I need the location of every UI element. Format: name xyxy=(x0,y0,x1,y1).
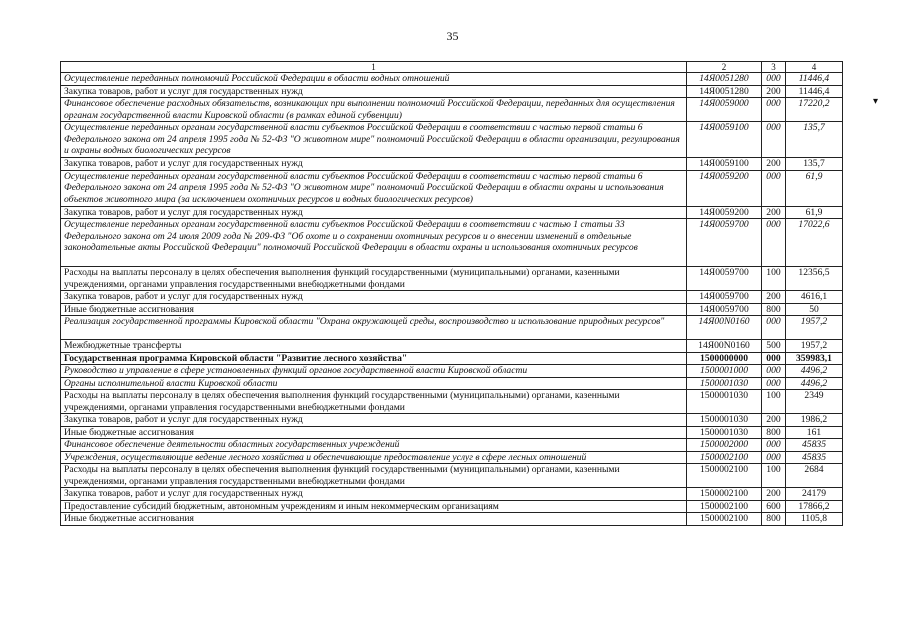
row-expense-type-cell: 600 xyxy=(762,500,786,513)
row-code-cell: 1500001030 xyxy=(687,390,762,414)
row-expense-type-cell: 200 xyxy=(762,85,786,98)
row-name-cell: Иные бюджетные ассигнования xyxy=(61,513,687,526)
row-name-cell: Межбюджетные трансферты xyxy=(61,340,687,353)
row-amount-cell: 2684 xyxy=(786,464,843,488)
row-name-cell: Осуществление переданных органам государственной власти субъектов Российской Федерации в соответствии с частью первой статьи 6 Федерального закона от 24 апреля 1995 года № 52-ФЗ "О животном мире" полномочий Российской Федерации в области организации, регулирования и охраны водных биологических ресурсов xyxy=(61,122,687,158)
row-amount-cell: 135,7 xyxy=(786,158,843,171)
row-name-cell: Предоставление субсидий бюджетным, автономным учреждениям и иным некоммерческим организациям xyxy=(61,500,687,513)
table-row xyxy=(61,316,843,340)
table-row xyxy=(61,73,843,86)
row-amount-cell: 4496,2 xyxy=(786,365,843,378)
row-name-cell: Иные бюджетные ассигнования xyxy=(61,426,687,439)
row-amount-cell: 11446,4 xyxy=(786,73,843,86)
row-code-cell: 14Я0059000 xyxy=(687,98,762,122)
row-name-cell: Финансовое обеспечение деятельности областных государственных учреждений xyxy=(61,439,687,452)
table-row xyxy=(61,439,843,452)
table-row xyxy=(61,340,843,353)
table-row xyxy=(61,513,843,526)
row-expense-type-cell: 000 xyxy=(762,170,786,206)
row-name-cell: Государственная программа Кировской области "Развитие лесного хозяйства" xyxy=(61,352,687,365)
table-row xyxy=(61,219,843,267)
row-expense-type-cell: 200 xyxy=(762,291,786,304)
table-row xyxy=(61,488,843,501)
row-amount-cell: 11446,4 xyxy=(786,85,843,98)
row-expense-type-cell: 800 xyxy=(762,513,786,526)
row-code-cell: 1500002100 xyxy=(687,464,762,488)
row-amount-cell: 50 xyxy=(786,303,843,316)
header-cell-4: 4 xyxy=(786,62,843,73)
row-name-cell: Осуществление переданных органам государственной власти субъектов Российской Федерации в соответствии с частью первой статьи 6 Федерального закона от 24 апреля 1995 года № 52-ФЗ "О животном мире" полномочий Российской Федерации в области охраны и использования объектов животного мира (за исключением охотничьих ресурсов и водных биологических ресурсов) xyxy=(61,170,687,206)
row-code-cell: 14Я0059200 xyxy=(687,170,762,206)
row-name-cell: Учреждения, осуществляющие ведение лесного хозяйства и обеспечивающие предоставление услуг в сфере лесных отношений xyxy=(61,451,687,464)
table-row xyxy=(61,451,843,464)
row-name-cell: Иные бюджетные ассигнования xyxy=(61,303,687,316)
row-expense-type-cell: 000 xyxy=(762,365,786,378)
row-code-cell: 14Я0051280 xyxy=(687,85,762,98)
row-code-cell: 14Я0059100 xyxy=(687,122,762,158)
row-name-cell: Реализация государственной программы Кировской области "Охрана окружающей среды, воспроизводство и использование природных ресурсов" xyxy=(61,316,687,340)
row-expense-type-cell: 500 xyxy=(762,340,786,353)
table-row xyxy=(61,170,843,206)
row-name-cell: Закупка товаров, работ и услуг для государственных нужд xyxy=(61,206,687,219)
row-code-cell: 1500001030 xyxy=(687,426,762,439)
row-name-cell: Расходы на выплаты персоналу в целях обеспечения выполнения функций государственными (муниципальными) органами, казенными учреждениями, органами управления государственными внебюджетными фондами xyxy=(61,390,687,414)
row-code-cell: 14Я0051280 xyxy=(687,73,762,86)
table-row xyxy=(61,85,843,98)
row-code-cell: 1500002100 xyxy=(687,500,762,513)
row-expense-type-cell: 100 xyxy=(762,464,786,488)
table-row xyxy=(61,303,843,316)
table-row xyxy=(61,122,843,158)
row-code-cell: 1500001030 xyxy=(687,377,762,390)
row-name-cell: Осуществление переданных органам государственной власти субъектов Российской Федерации в соответствии с частью 1 статьи 33 Федерального закона от 24 июля 2009 года № 209-ФЗ "Об охоте и о сохранении охотничьих ресурсов и о внесении изменений в отдельные законодательные акты Российской Федерации" полномочий Российской Федерации в области охраны и использования охотничьих ресурсов xyxy=(61,219,687,267)
row-code-cell: 14Я0059100 xyxy=(687,158,762,171)
row-expense-type-cell: 200 xyxy=(762,488,786,501)
row-expense-type-cell: 000 xyxy=(762,352,786,365)
row-name-cell: Закупка товаров, работ и услуг для государственных нужд xyxy=(61,158,687,171)
row-name-cell: Закупка товаров, работ и услуг для государственных нужд xyxy=(61,291,687,304)
table-row xyxy=(61,267,843,291)
table-row xyxy=(61,291,843,304)
table-row xyxy=(61,158,843,171)
row-expense-type-cell: 200 xyxy=(762,414,786,427)
row-amount-cell: 359983,1 xyxy=(786,352,843,365)
row-code-cell: 1500002100 xyxy=(687,488,762,501)
header-cell-1: 1 xyxy=(61,62,687,73)
row-amount-cell: 61,9 xyxy=(786,170,843,206)
page-number: 35 xyxy=(446,29,459,43)
table-row xyxy=(61,98,843,122)
row-amount-cell: 45835 xyxy=(786,439,843,452)
row-amount-cell: 4616,1 xyxy=(786,291,843,304)
row-amount-cell: 161 xyxy=(786,426,843,439)
row-amount-cell: 12356,5 xyxy=(786,267,843,291)
row-code-cell: 1500002100 xyxy=(687,451,762,464)
row-code-cell: 14Я00N0160 xyxy=(687,316,762,340)
row-expense-type-cell: 100 xyxy=(762,267,786,291)
row-amount-cell: 1957,2 xyxy=(786,340,843,353)
row-code-cell: 14Я0059200 xyxy=(687,206,762,219)
row-code-cell: 14Я0059700 xyxy=(687,219,762,267)
header-cell-3: 3 xyxy=(762,62,786,73)
row-code-cell: 1500001000 xyxy=(687,365,762,378)
row-code-cell: 1500002100 xyxy=(687,513,762,526)
stray-mark: ▾ xyxy=(873,96,879,107)
row-name-cell: Закупка товаров, работ и услуг для государственных нужд xyxy=(61,414,687,427)
row-amount-cell: 1957,2 xyxy=(786,316,843,340)
row-expense-type-cell: 100 xyxy=(762,390,786,414)
row-code-cell: 1500000000 xyxy=(687,352,762,365)
row-expense-type-cell: 800 xyxy=(762,426,786,439)
table-row xyxy=(61,365,843,378)
row-amount-cell: 4496,2 xyxy=(786,377,843,390)
row-code-cell: 14Я00N0160 xyxy=(687,340,762,353)
table-row xyxy=(61,206,843,219)
row-amount-cell: 1105,8 xyxy=(786,513,843,526)
row-amount-cell: 135,7 xyxy=(786,122,843,158)
table-row xyxy=(61,352,843,365)
row-expense-type-cell: 000 xyxy=(762,122,786,158)
row-name-cell: Расходы на выплаты персоналу в целях обеспечения выполнения функций государственными (муниципальными) органами, казенными учреждениями, органами управления государственными внебюджетными фондами xyxy=(61,267,687,291)
row-code-cell: 14Я0059700 xyxy=(687,291,762,304)
budget-table xyxy=(60,61,843,526)
row-expense-type-cell: 000 xyxy=(762,98,786,122)
row-expense-type-cell: 000 xyxy=(762,451,786,464)
row-name-cell: Закупка товаров, работ и услуг для государственных нужд xyxy=(61,85,687,98)
row-expense-type-cell: 000 xyxy=(762,439,786,452)
row-code-cell: 1500001030 xyxy=(687,414,762,427)
row-name-cell: Расходы на выплаты персоналу в целях обеспечения выполнения функций государственными (муниципальными) органами, казенными учреждениями, органами управления государственными внебюджетными фондами xyxy=(61,464,687,488)
table-row xyxy=(61,500,843,513)
row-expense-type-cell: 800 xyxy=(762,303,786,316)
table-row xyxy=(61,464,843,488)
table-row xyxy=(61,390,843,414)
row-amount-cell: 24179 xyxy=(786,488,843,501)
row-expense-type-cell: 200 xyxy=(762,206,786,219)
row-amount-cell: 17866,2 xyxy=(786,500,843,513)
header-row xyxy=(61,62,843,73)
row-expense-type-cell: 000 xyxy=(762,377,786,390)
row-amount-cell: 17220,2 xyxy=(786,98,843,122)
row-expense-type-cell: 000 xyxy=(762,316,786,340)
table-row xyxy=(61,377,843,390)
row-amount-cell: 1986,2 xyxy=(786,414,843,427)
row-expense-type-cell: 200 xyxy=(762,158,786,171)
row-code-cell: 1500002000 xyxy=(687,439,762,452)
row-expense-type-cell: 000 xyxy=(762,219,786,267)
row-expense-type-cell: 000 xyxy=(762,73,786,86)
row-amount-cell: 2349 xyxy=(786,390,843,414)
row-code-cell: 14Я0059700 xyxy=(687,303,762,316)
row-code-cell: 14Я0059700 xyxy=(687,267,762,291)
budget-table-body xyxy=(61,62,843,526)
table-row xyxy=(61,426,843,439)
row-name-cell: Закупка товаров, работ и услуг для государственных нужд xyxy=(61,488,687,501)
row-amount-cell: 17022,6 xyxy=(786,219,843,267)
header-cell-2: 2 xyxy=(687,62,762,73)
row-name-cell: Руководство и управление в сфере установленных функций органов государственной власти Кировской области xyxy=(61,365,687,378)
row-amount-cell: 45835 xyxy=(786,451,843,464)
table-row xyxy=(61,414,843,427)
row-name-cell: Органы исполнительной власти Кировской области xyxy=(61,377,687,390)
row-amount-cell: 61,9 xyxy=(786,206,843,219)
row-name-cell: Осуществление переданных полномочий Российской Федерации в области водных отношений xyxy=(61,73,687,86)
row-name-cell: Финансовое обеспечение расходных обязательств, возникающих при выполнении полномочий Российской Федерации, переданных для осуществления органам государственной власти Кировской области (в рамках единой субвенции) xyxy=(61,98,687,122)
